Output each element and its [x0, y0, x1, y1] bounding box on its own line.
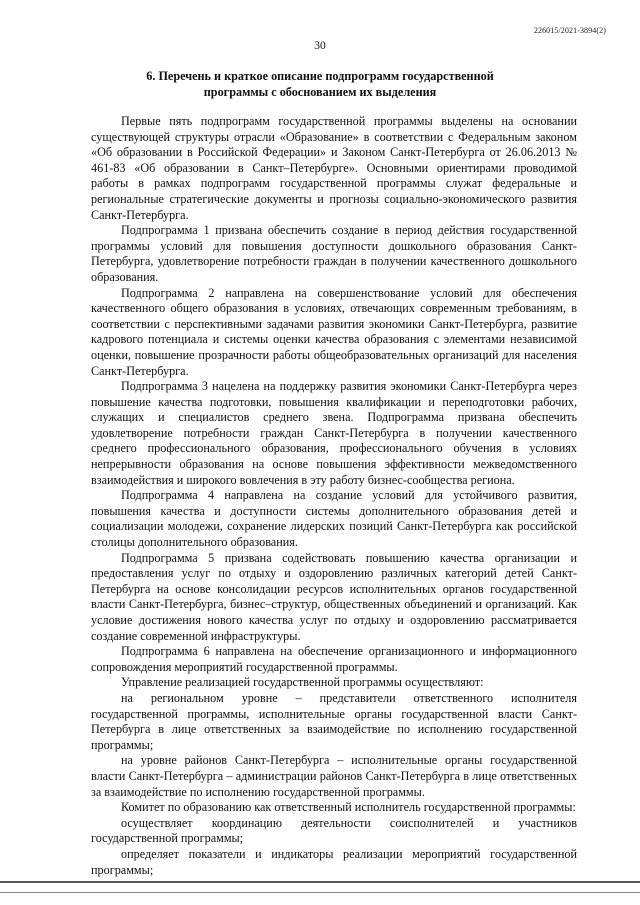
document-body	[91, 114, 577, 878]
section-title	[0, 68, 640, 100]
document-id: 226015/2021-3894(2)	[533, 26, 606, 35]
paragraph: Подпрограмма 4 направлена на создание условий для устойчивого развития, повышения качества и доступности системы дополнительного образования детей и социализации молодежи, сохранение лидерских позиций Санкт-Петербурга как российской столицы дополнительного образования.	[91, 488, 577, 550]
paragraph: Подпрограмма 1 призвана обеспечить создание в период действия государственной программы условий для повышения доступности дошкольного образования Санкт-Петербурга, удовлетворение потребности граждан в получении качественного дошкольного образования.	[91, 223, 577, 284]
paragraph: определяет показатели и индикаторы реализации мероприятий государственной программы;	[91, 846, 577, 877]
paragraph: Управление реализацией государственной программы осуществляют:	[121, 675, 484, 690]
page-number: 30	[314, 40, 326, 52]
scan-edge-line	[0, 881, 640, 883]
paragraph: Подпрограмма 2 направлена на совершенствование условий для обеспечения качественного общего образования в условиях, отвечающих современным требованиям, в соответствии с перспективными задачами развития экономики Санкт-Петербурга, развитие кадрового потенциала и системы оценки качества образования с элементами независимой оценки, повышение прозрачности работы общеобразовательных организаций для населения Санкт-Петербурга.	[91, 285, 577, 378]
section-title-line-1: 6. Перечень и краткое описание подпрограмм государственной	[146, 69, 494, 83]
paragraph: Первые пять подпрограмм государственной программы выделены на основании существующей структуры отрасли «Образование» в соответствии с Федеральным законом «Об образовании в Российской Федерации» и Законом Санкт-Петербурга от 26.06.2013 № 461-83 «Об образовании в Санкт–Петербурге». Основными ориентирами проводимой работы в рамках подпрограмм государственной программы служат федеральные и региональные стратегические документы и прогнозы социально-экономического развития Санкт-Петербурга.	[91, 114, 577, 222]
paragraph: на уровне районов Санкт-Петербурга – исполнительные органы государственной власти Санкт-Петербурга – администрации районов Санкт-Петербурга в лице ответственных за взаимодействие по исполнению государственной программы.	[91, 753, 577, 799]
paragraph: на региональном уровне – представители ответственного исполнителя государственной программы, исполнительные органы государственной власти Санкт-Петербурга в лице ответственных за взаимодействие по исполнению государственной программы;	[91, 690, 577, 752]
section-title-line-2: программы с обоснованием их выделения	[203, 85, 437, 99]
paragraph: осуществляет координацию деятельности соисполнителей и участников государственной программы;	[91, 815, 577, 846]
paragraph: Подпрограмма 6 направлена на обеспечение организационного и информационного сопровождения мероприятий государственной программы.	[91, 644, 577, 674]
paragraph: Подпрограмма 5 призвана содействовать повышению качества организации и предоставления услуг по отдыху и оздоровлению различных категорий детей Санкт-Петербурга на основе консолидации ресурсов исполнительных органов государственной власти Санкт-Петербурга, бизнес–структур, общественных объединений и организаций. Как условие достижения нового качества услуг по отдыху и оздоровлению рассматривается создание современной инфраструктуры.	[91, 550, 577, 643]
paragraph: Комитет по образованию как ответственный исполнитель государственной программы:	[121, 800, 576, 815]
paragraph: Подпрограмма 3 нацелена на поддержку развития экономики Санкт-Петербурга через повышение качества подготовки, повышения квалификации и переподготовки рабочих, служащих и специалистов среднего звена. Подпрограмма призвана обеспечить удовлетворение потребности граждан Санкт-Петербурга в получении качественного среднего профессионального образования, профессионального обучения в условиях непрерывности образования на основе повышения эффективности межведомственного взаимодействия и широкого вовлечения в эту работу бизнес-сообщества региона.	[91, 379, 577, 487]
scan-edge-line	[0, 892, 640, 893]
